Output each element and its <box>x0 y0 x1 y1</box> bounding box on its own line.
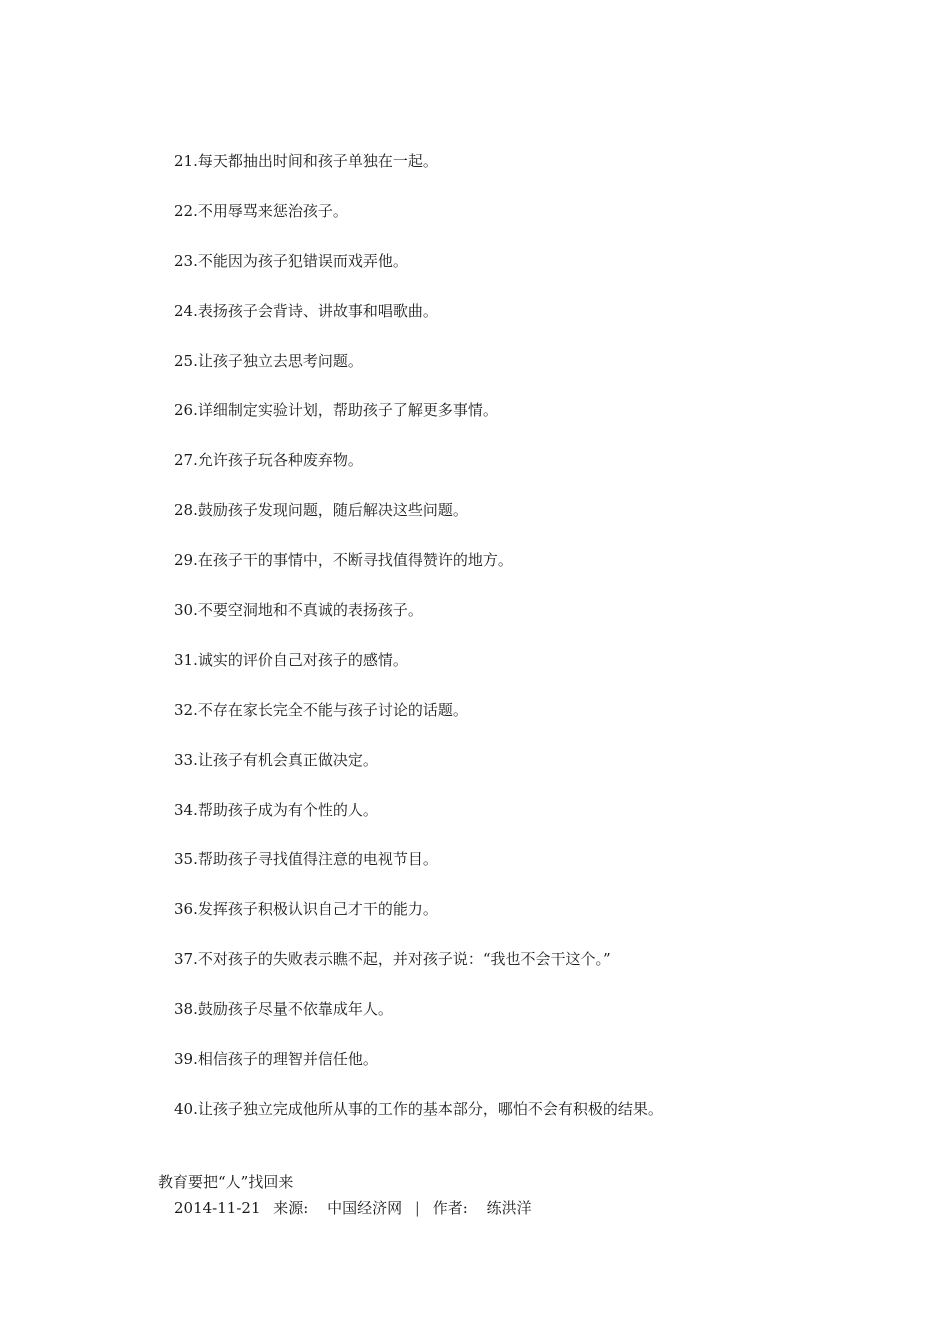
list-item-number: 31. <box>174 650 198 669</box>
list-item <box>174 896 663 946</box>
article-source: 中国经济网 <box>327 1199 403 1217</box>
source-label: 来源: <box>273 1199 309 1217</box>
list-item-number: 35. <box>174 850 198 869</box>
list-item-text: 不能因为孩子犯错误而戏弄他。 <box>197 251 408 270</box>
list-item-text: 让孩子有机会真正做决定。 <box>197 750 378 769</box>
list-item-number: 30. <box>174 601 198 620</box>
list-item-text: 帮助孩子成为有个性的人。 <box>197 800 378 819</box>
list-item-number: 29. <box>174 551 198 570</box>
list-item-text: 相信孩子的理智并信任他。 <box>197 1050 378 1069</box>
list-item <box>174 1096 663 1146</box>
article-meta <box>174 1195 532 1221</box>
list-item-text: 表扬孩子会背诗、讲故事和唱歌曲。 <box>197 301 438 320</box>
list-item-number: 34. <box>174 800 198 819</box>
list-item-number: 21. <box>174 152 198 170</box>
list-item-text: 让孩子独立完成他所从事的工作的基本部分，哪怕不会有积极的结果。 <box>197 1099 663 1118</box>
list-item-text: 允许孩子玩各种废弃物。 <box>197 451 363 470</box>
list-item-number: 33. <box>174 750 198 769</box>
list-item <box>174 597 663 647</box>
list-item-number: 27. <box>174 451 198 470</box>
list-item-number: 36. <box>174 900 198 919</box>
advice-list <box>174 148 663 1146</box>
list-item-number: 37. <box>174 950 198 969</box>
list-item-text: 鼓励孩子尽量不依靠成年人。 <box>197 1000 393 1019</box>
list-item <box>174 248 663 298</box>
list-item-text: 诚实的评价自己对孩子的感情。 <box>197 650 408 669</box>
list-item-text: 不用辱骂来惩治孩子。 <box>197 201 348 220</box>
list-item <box>174 148 663 198</box>
list-item <box>174 198 663 248</box>
list-item-number: 25. <box>174 351 198 370</box>
list-item <box>174 797 663 847</box>
list-item <box>174 298 663 348</box>
list-item <box>174 1046 663 1096</box>
list-item <box>174 996 663 1046</box>
list-item-text: 鼓励孩子发现问题，随后解决这些问题。 <box>197 501 468 520</box>
list-item-number: 22. <box>174 201 198 220</box>
list-item <box>174 397 663 447</box>
list-item <box>174 946 663 996</box>
list-item-text: 帮助孩子寻找值得注意的电视节目。 <box>197 850 438 869</box>
author-label: 作者: <box>432 1199 468 1217</box>
list-item-number: 32. <box>174 700 198 719</box>
meta-separator: | <box>414 1199 420 1217</box>
list-item-text: 详细制定实验计划，帮助孩子了解更多事情。 <box>197 401 498 420</box>
list-item-text: 不对孩子的失败表示瞧不起，并对孩子说：“我也不会干这个。” <box>197 950 611 969</box>
article-author: 练洪洋 <box>486 1199 532 1217</box>
list-item <box>174 348 663 398</box>
list-item <box>174 846 663 896</box>
list-item-number: 38. <box>174 1000 198 1019</box>
list-item <box>174 747 663 797</box>
list-item <box>174 697 663 747</box>
list-item <box>174 447 663 497</box>
list-item-number: 28. <box>174 501 198 520</box>
list-item-number: 40. <box>174 1099 198 1118</box>
list-item-number: 24. <box>174 301 198 320</box>
list-item <box>174 547 663 597</box>
list-item-text: 不要空洞地和不真诚的表扬孩子。 <box>197 601 423 620</box>
list-item <box>174 497 663 547</box>
list-item-text: 在孩子干的事情中，不断寻找值得赞许的地方。 <box>197 551 513 570</box>
article-date: 2014-11-21 <box>174 1199 261 1217</box>
list-item-text: 让孩子独立去思考问题。 <box>197 351 363 370</box>
list-item-number: 39. <box>174 1050 198 1069</box>
article-title: 教育要把“人”找回来 <box>158 1173 294 1191</box>
list-item-text: 不存在家长完全不能与孩子讨论的话题。 <box>197 700 468 719</box>
list-item-text: 发挥孩子积极认识自己才干的能力。 <box>197 900 438 919</box>
list-item-number: 26. <box>174 401 198 420</box>
list-item <box>174 647 663 697</box>
list-item-number: 23. <box>174 251 198 270</box>
list-item-text: 每天都抽出时间和孩子单独在一起。 <box>197 152 438 170</box>
